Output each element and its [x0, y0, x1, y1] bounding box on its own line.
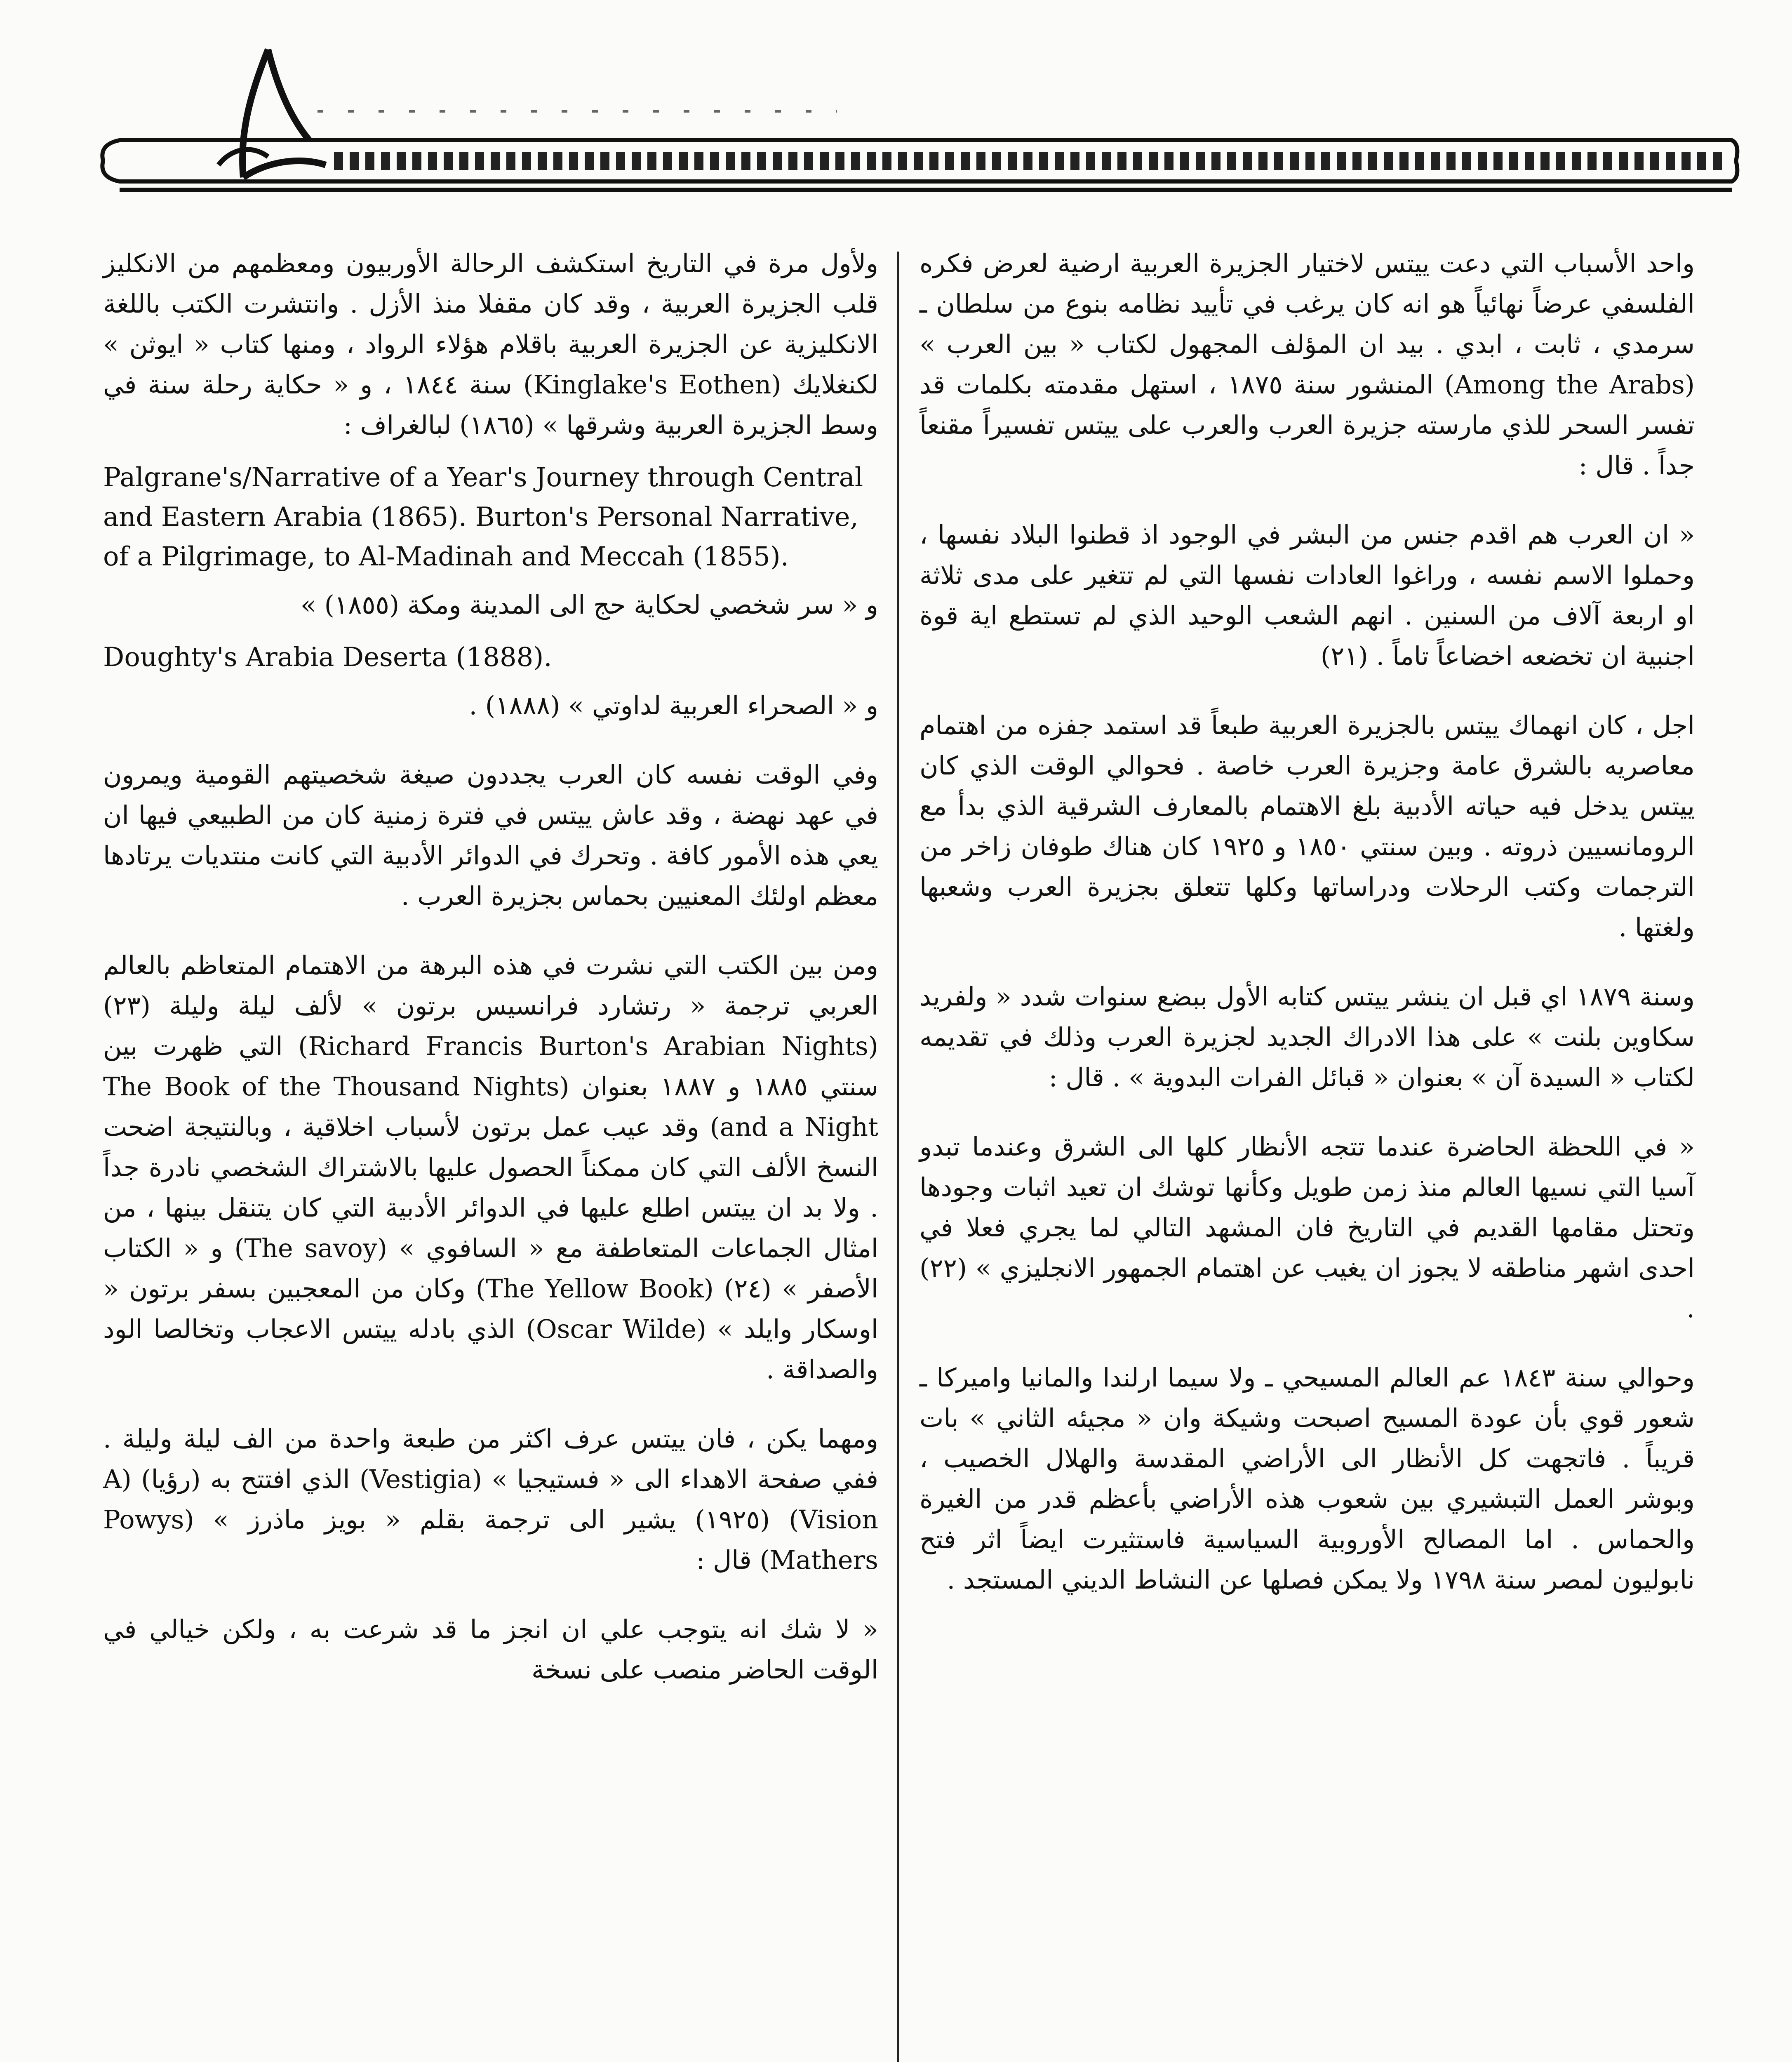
english-reference: Doughty's Arabia Deserta (1888).	[103, 642, 552, 673]
paragraph: وحوالي سنة ١٨٤٣ عم العالم المسيحي ـ ولا سيما ارلندا والمانيا واميركا ـ شعور قوي بأن عودة المسيح اصبحت وشيكة وان « مجيئه الثاني » بات قريباً . فاتجهت كل الأنظار الى الأراضي المقدسة والهلال الخصيب ، وبوشر العمل التبشيري بين شعوب هذه الأراضي بأعظم قدر من الغيرة والحماس . اما المصالح الأوروبية السياسية فاستثيرت ايضاً اثر فتح نابوليون لمصر سنة ١٧٩٨ ولا يمكن فصلها عن النشاط الديني المستجد .	[920, 1363, 1695, 1595]
paragraph: وسنة ١٨٧٩ اي قبل ان ينشر ييتس كتابه الأول ببضع سنوات شدد « ولفريد سكاوين بلنت » على هذا الادراك الجديد لجزيرة العرب وذلك في تقديمه لكتاب « السيدة آن » بعنوان « قبائل الفرات البدوية » . قال :	[920, 982, 1695, 1092]
left-column	[103, 243, 878, 1719]
quote-paragraph: « في اللحظة الحاضرة عندما تتجه الأنظار كلها الى الشرق وعندما تبدو آسيا التي نسيها العالم منذ زمن طويل وكأنها توشك ان تعيد اثبات وجودها وتحتل مقامها القديم في التاريخ فان المشهد التالي لما يجري فعلا في احدى اشهر مناطقه لا يجوز ان يغيب عن اهتمام الجمهور الانجليزي » (٢٢) .	[920, 1132, 1695, 1323]
paragraph: اجل ، كان انهماك ييتس بالجزيرة العربية طبعاً قد استمد جفزه من اهتمام معاصريه بالشرق عامة وجزيرة العرب خاصة . فحوالي الوقت الذي كان ييتس يدخل فيه حياته الأدبية بلغ الاهتمام بالمعارف الشرقية الذي بدأ مع الرومانسيين ذروته . وبين سنتي ١٨٥٠ و ١٩٢٥ كان هناك طوفان زاخر من الترجمات وكتب الرحلات ودراساتها وكلها تتعلق بجزيرة العرب وشعبها ولغتها .	[920, 710, 1695, 942]
english-reference: Palgrane's/Narrative of a Year's Journey through Central and Eastern Arabia (1865). Burton's Personal Narrative, of a Pilgrimage, to Al-Madinah and Meccah (1855).	[103, 462, 863, 572]
paragraph: ومن بين الكتب التي نشرت في هذه البرهة من الاهتمام المتعاظم بالعالم العربي ترجمة « رتشارد فرانسيس برتون » لألف ليلة وليلة (٢٣) (Richard Francis Burton's Arabian Nights) التي ظهرت بين سنتي ١٨٨٥ و ١٨٨٧ بعنوان (The Book of the Thousand Nights and a Night) وقد عيب عمل برتون لأسباب اخلاقية ، وبالنتيجة اضحت النسخ الألف التي كان ممكناً الحصول عليها بالاشتراك الشخصي نادرة جداً . ولا بد ان ييتس اطلع عليها في الدوائر الأدبية التي كان يتنقل بينها ، من امثال الجماعات المتعاطفة مع « السافوي » (The savoy) و « الكتاب الأصفر » (٢٤) (The Yellow Book) وكان من المعجبين بسفر برتون « اوسكار وايلد » (Oscar Wilde) الذي بادله ييتس الاعجاب وتخالصا الود والصداقة .	[103, 950, 879, 1384]
column-divider	[897, 252, 899, 2062]
quote-paragraph: « ان العرب هم اقدم جنس من البشر في الوجود اذ قطنوا البلاد نفسها ، وحملوا الاسم نفسه ، وراغوا العادات نفسها التي لم تتغير على مدى ثلاثة او اربعة آلاف من السنين . انهم الشعب الوحيد الذي لم تستطع اية قوة اجنبية ان تخضعه اخضاعاً تاماً . (٢١)	[920, 520, 1695, 671]
paragraph: ومهما يكن ، فان ييتس عرف اكثر من طبعة واحدة من الف ليلة وليلة . ففي صفحة الاهداء الى « فستيجيا » (Vestigia) الذي افتتح به (رؤيا) (A Vision) (١٩٢٥) يشير الى ترجمة بقلم « بويز ماذرز » (Powys Mathers) قال :	[103, 1424, 878, 1575]
paragraph: وفي الوقت نفسه كان العرب يجددون صيغة شخصيتهم القومية ويمرون في عهد نهضة ، وقد عاش ييتس في فترة زمنية كان من الطبيعي فيها ان يعي هذه الأمور كافة . وتحرك في الدوائر الأدبية التي كانت منتديات يرتادها معظم اولئك المعنيين بحماس بجزيرة العرب .	[103, 760, 878, 911]
arabic-reference: و « الصحراء العربية لداوتي » (١٨٨٨) .	[469, 690, 878, 720]
header-ornament	[95, 41, 1740, 223]
paragraph: ولأول مرة في التاريخ استكشف الرحالة الأوربيون ومعظمهم من الانكليز قلب الجزيرة العربية ، وقد كان مقفلا منذ الأزل . وانتشرت الكتب باللغة الانكليزية عن الجزيرة العربية باقلام هؤلاء الرواد ، ومنها كتاب « ايوثن » لكنغلايك (Kinglake's Eothen) سنة ١٨٤٤ ، و « حكاية رحلة سنة في وسط الجزيرة العربية وشرقها » (١٨٦٥) لبالغراف :	[103, 248, 878, 440]
quote-paragraph: « لا شك انه يتوجب علي ان انجز ما قد شرعت به ، ولكن خيالي في الوقت الحاضر منصب على نسخة	[103, 1614, 878, 1685]
right-column	[920, 243, 1695, 1629]
arabic-reference: و « سر شخصي لحكاية حج الى المدينة ومكة (١٨٥٥) »	[300, 590, 878, 620]
paragraph: واحد الأسباب التي دعت ييتس لاختيار الجزيرة العربية ارضية لعرض فكره الفلسفي عرضاً نهائياً هو انه كان يرغب في تأييد نظامه بنوع من سلطان ـ سرمدي ، ثابت ، ابدي . بيد ان المؤلف المجهول لكتاب « بين العرب » (Among the Arabs) المنشور سنة ١٨٧٥ ، استهل مقدمته بكلمات قد تفسر السحر للذي مارسته جزيرة العرب والعرب على ييتس تفسيراً مقنعاً جداً . قال :	[920, 248, 1695, 480]
